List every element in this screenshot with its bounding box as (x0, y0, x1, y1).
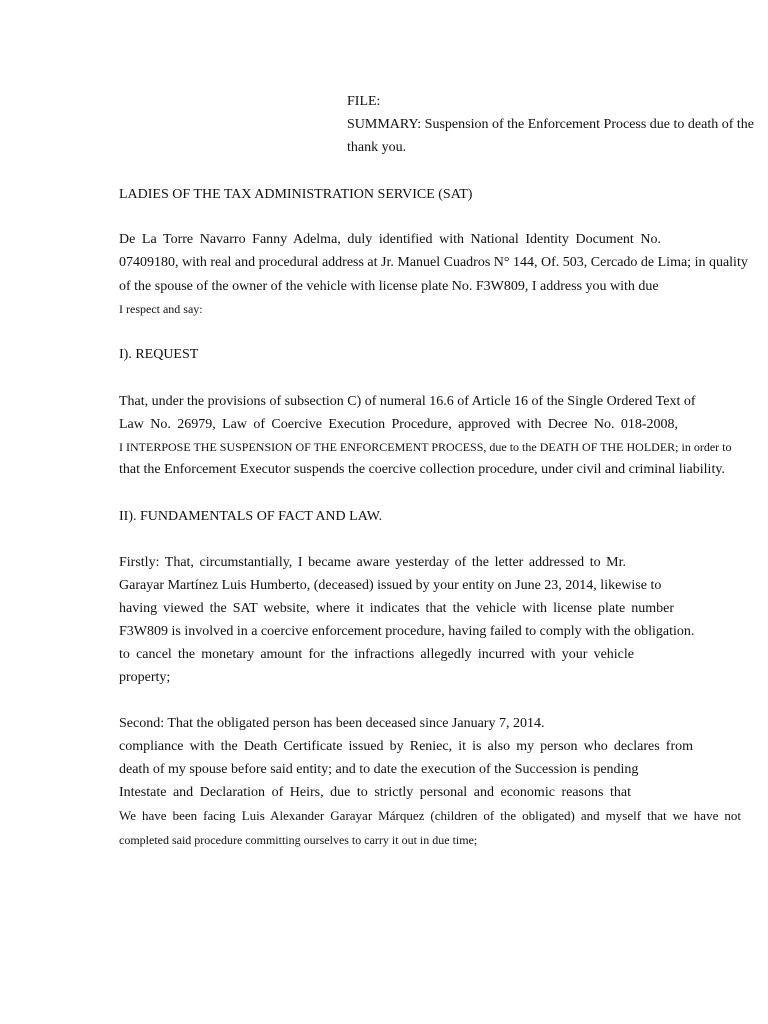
firstly-line-4: F3W809 is involved in a coercive enforcement procedure, having failed to comply with the obligation. (119, 624, 695, 639)
intro-line-2: 07409180, with real and procedural address at Jr. Manuel Cuadros N° 144, Of. 503, Cercado de Lima; in quality (119, 255, 748, 270)
intro-line-3: of the spouse of the owner of the vehicle with license plate No. F3W809, I address you with due (119, 279, 659, 294)
firstly-line-1: Firstly: That, circumstantially, I became aware yesterday of the letter addressed to Mr. (119, 555, 626, 570)
section-1-heading: I). REQUEST (119, 347, 199, 362)
request-line-4: that the Enforcement Executor suspends the coercive collection procedure, under civil and criminal liability. (119, 462, 725, 477)
firstly-line-6: property; (119, 670, 171, 685)
addressee-heading: LADIES OF THE TAX ADMINISTRATION SERVICE (SAT) (119, 187, 473, 202)
second-line-1: Second: That the obligated person has been deceased since January 7, 2014. (119, 716, 545, 731)
intro-line-4: I respect and say: (119, 302, 203, 316)
request-line-2: Law No. 26979, Law of Coercive Execution Procedure, approved with Decree No. 018-2008, (119, 417, 678, 432)
file-label: FILE: (347, 94, 381, 109)
second-line-5: We have been facing Luis Alexander Garayar Márquez (children of the obligated) and myself that we have not (119, 808, 741, 823)
section-2-heading: II). FUNDAMENTALS OF FACT AND LAW. (119, 509, 383, 524)
firstly-line-3: having viewed the SAT website, where it indicates that the vehicle with license plate number (119, 601, 674, 616)
summary-line-2: thank you. (347, 140, 407, 155)
second-line-4: Intestate and Declaration of Heirs, due to strictly personal and economic reasons that (119, 785, 631, 800)
second-line-6: completed said procedure committing ourselves to carry it out in due time; (119, 833, 478, 847)
summary-line-1: SUMMARY: Suspension of the Enforcement Process due to death of the (347, 117, 754, 132)
request-line-1: That, under the provisions of subsection C) of numeral 16.6 of Article 16 of the Single Ordered Text of (119, 394, 696, 409)
request-line-3: I INTERPOSE THE SUSPENSION OF THE ENFORCEMENT PROCESS, due to the DEATH OF THE HOLDER; in order to (119, 440, 732, 454)
intro-line-1: De La Torre Navarro Fanny Adelma, duly identified with National Identity Document No. (119, 232, 661, 247)
second-line-2: compliance with the Death Certificate issued by Reniec, it is also my person who declares from (119, 739, 693, 754)
second-line-3: death of my spouse before said entity; and to date the execution of the Succession is pending (119, 762, 639, 777)
firstly-line-5: to cancel the monetary amount for the infractions allegedly incurred with your vehicle (119, 647, 634, 662)
firstly-line-2: Garayar Martínez Luis Humberto, (deceased) issued by your entity on June 23, 2014, likewise to (119, 578, 662, 593)
